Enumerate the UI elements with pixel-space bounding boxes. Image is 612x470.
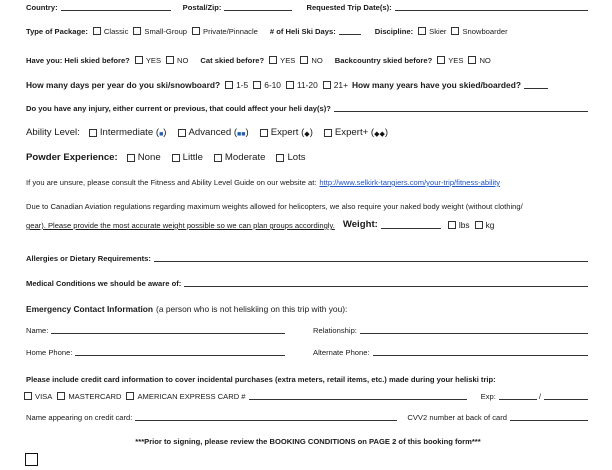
- emergency-name-row: [26, 325, 590, 335]
- weight-lbs-checkbox[interactable]: [448, 221, 456, 229]
- card-amex-checkbox[interactable]: [126, 392, 134, 400]
- package-small-group-checkbox[interactable]: [133, 27, 141, 35]
- emergency-relationship-label: Relationship:: [313, 326, 357, 335]
- weight-note-row-2: [26, 219, 590, 230]
- powder-row: [26, 152, 590, 163]
- discipline-skier-checkbox[interactable]: [418, 27, 426, 35]
- card-mastercard-label: MASTERCARD: [68, 392, 122, 401]
- alt-phone-field[interactable]: [373, 347, 588, 356]
- card-name-field[interactable]: [135, 412, 397, 421]
- card-visa-checkbox[interactable]: [24, 392, 32, 400]
- days-21-plus-label: 21+: [333, 80, 348, 90]
- ability-expert-plus-label: Expert+ (: [334, 127, 375, 138]
- weight-note-row-1: [26, 202, 590, 211]
- days-11-20-label: 11-20: [296, 80, 318, 90]
- heli-before-label: Have you: Heli skied before?: [26, 56, 130, 65]
- location-row: [26, 2, 590, 12]
- medical-row: [26, 278, 590, 288]
- powder-none-checkbox[interactable]: [127, 154, 135, 162]
- card-intro-text: Please include credit card information to cover incidental purchases (extra meters, retail items, etc.) made during your heliski trip:: [26, 375, 496, 384]
- card-number-field[interactable]: [249, 391, 467, 400]
- ability-intermediate-label: Intermediate (: [99, 127, 160, 138]
- fitness-guide-link[interactable]: http://www.selkirk-tangiers.com/your-trip/fitness-ability: [319, 178, 501, 187]
- booking-conditions-note: ***Prior to signing, please review the BOOKING CONDITIONS on PAGE 2 of this booking form***: [135, 437, 481, 446]
- weight-field[interactable]: [381, 220, 441, 229]
- card-number-label: AMERICAN EXPRESS CARD #: [137, 392, 246, 401]
- history-row: [26, 56, 590, 65]
- ski-days-label: # of Heli Ski Days:: [269, 27, 336, 36]
- backcountry-no-label: NO: [479, 56, 491, 65]
- powder-lots-checkbox[interactable]: [276, 154, 284, 162]
- cat-yes-checkbox[interactable]: [269, 56, 277, 64]
- ability-row: [26, 127, 590, 138]
- home-phone-label: Home Phone:: [26, 348, 73, 357]
- emergency-note: (a person who is not heliskiing on this trip with you):: [156, 304, 348, 314]
- double-black-diamond-icon: ◆◆: [374, 131, 385, 138]
- years-label: How many years have you skied/boarded?: [351, 80, 521, 90]
- alt-phone-label: Alternate Phone:: [313, 348, 370, 357]
- emergency-heading-row: [26, 304, 590, 314]
- allergies-row: [26, 253, 590, 263]
- package-private-checkbox[interactable]: [192, 27, 200, 35]
- cat-before-label: Cat skied before?: [200, 56, 265, 65]
- injury-label: Do you have any injury, either current or previous, that could affect your heli day(s)?: [26, 104, 331, 113]
- heli-yes-label: YES: [145, 56, 162, 65]
- days-11-20-checkbox[interactable]: [286, 81, 294, 89]
- cat-yes-label: YES: [280, 56, 296, 65]
- guide-row: [26, 178, 590, 187]
- postal-field[interactable]: [224, 2, 292, 11]
- ability-expert-checkbox[interactable]: [260, 129, 268, 137]
- package-label: Type of Package:: [26, 27, 88, 36]
- card-exp-label: Exp:: [480, 392, 496, 401]
- weight-kg-checkbox[interactable]: [475, 221, 483, 229]
- card-exp-month-field[interactable]: [499, 391, 537, 400]
- ability-intermediate-close: ): [163, 127, 167, 138]
- weight-kg-label: kg: [485, 220, 495, 230]
- card-exp-year-field[interactable]: [544, 391, 588, 400]
- card-type-row: [24, 391, 590, 401]
- ability-expert-plus-close: ): [384, 127, 389, 138]
- backcountry-yes-checkbox[interactable]: [437, 56, 445, 64]
- powder-little-label: Little: [182, 152, 203, 163]
- ability-expert-label: Expert (: [270, 127, 305, 138]
- weight-note-line-2: gear). Please provide the most accurate weight possible so we can plan groups accordingly.: [26, 221, 335, 230]
- allergies-field[interactable]: [154, 253, 588, 262]
- trip-dates-label: Requested Trip Date(s):: [306, 3, 392, 12]
- discipline-skier-label: Skier: [429, 27, 447, 36]
- home-phone-field[interactable]: [75, 347, 285, 356]
- ability-advanced-close: ): [245, 127, 249, 138]
- card-mastercard-checkbox[interactable]: [57, 392, 65, 400]
- black-diamond-icon: ◆: [304, 131, 310, 138]
- package-private-label: Private/Pinnacle: [203, 27, 258, 36]
- home-phone-group: [26, 347, 313, 357]
- emergency-title: Emergency Contact Information: [26, 304, 154, 314]
- blue-square-icon: ■: [159, 131, 164, 138]
- powder-lots-label: Lots: [287, 152, 306, 163]
- days-per-year-label: How many days per year do you ski/snowboard?: [26, 80, 221, 90]
- ability-expert-plus-checkbox[interactable]: [324, 129, 332, 137]
- days-1-5-label: 1-5: [236, 80, 249, 90]
- double-blue-square-icon: ■■: [237, 131, 246, 138]
- ability-intermediate-checkbox[interactable]: [89, 129, 97, 137]
- weight-lbs-label: lbs: [458, 220, 470, 230]
- emergency-name-label: Name:: [26, 326, 49, 335]
- heli-yes-checkbox[interactable]: [135, 56, 143, 64]
- backcountry-yes-label: YES: [448, 56, 464, 65]
- heli-no-checkbox[interactable]: [166, 56, 174, 64]
- guide-text: If you are unsure, please consult the Fitness and Ability Level Guide on our website at:: [26, 178, 317, 187]
- card-name-row: [26, 412, 590, 422]
- days-row: [26, 80, 590, 90]
- ability-advanced-label: Advanced (: [188, 127, 238, 138]
- emergency-phone-row: [26, 347, 590, 357]
- package-classic-label: Classic: [103, 27, 129, 36]
- postal-label: Postal/Zip:: [182, 3, 222, 12]
- country-field[interactable]: [61, 2, 171, 11]
- discipline-snowboarder-checkbox[interactable]: [451, 27, 459, 35]
- card-exp-separator: /: [538, 392, 541, 401]
- days-1-5-checkbox[interactable]: [225, 81, 233, 89]
- discipline-label: Discipline:: [374, 27, 414, 36]
- card-visa-label: VISA: [35, 392, 53, 401]
- years-field[interactable]: [524, 80, 548, 89]
- footer-row: [26, 437, 590, 446]
- country-label: Country:: [26, 3, 58, 12]
- trip-dates-field[interactable]: [395, 2, 588, 11]
- heli-no-label: NO: [177, 56, 189, 65]
- weight-label: Weight:: [342, 219, 378, 230]
- powder-label: Powder Experience:: [26, 152, 118, 163]
- powder-little-checkbox[interactable]: [172, 154, 180, 162]
- days-6-10-label: 6-10: [264, 80, 281, 90]
- emergency-name-field[interactable]: [51, 325, 285, 334]
- emergency-relationship-group: [313, 325, 590, 335]
- days-6-10-checkbox[interactable]: [253, 81, 261, 89]
- ski-days-field[interactable]: [339, 26, 361, 35]
- acknowledgement-checkbox-wrap: [25, 452, 38, 470]
- card-intro-row: [26, 375, 590, 384]
- powder-none-label: None: [137, 152, 161, 163]
- emergency-relationship-field[interactable]: [360, 325, 588, 334]
- card-cvv-field[interactable]: [510, 412, 588, 421]
- medical-field[interactable]: [184, 278, 588, 287]
- alt-phone-group: [313, 347, 590, 357]
- allergies-label: Allergies or Dietary Requirements:: [26, 254, 151, 263]
- injury-field[interactable]: [334, 103, 588, 112]
- package-row: [26, 26, 590, 36]
- package-classic-checkbox[interactable]: [93, 27, 101, 35]
- card-name-label: Name appearing on credit card:: [26, 413, 133, 422]
- backcountry-no-checkbox[interactable]: [468, 56, 476, 64]
- ability-label: Ability Level:: [26, 127, 80, 138]
- cat-no-checkbox[interactable]: [300, 56, 308, 64]
- ability-expert-close: ): [309, 127, 313, 138]
- weight-note-line-1: Due to Canadian Aviation regulations regarding maximum weights allowed for helicopters, we also require your naked body weight (without clothing/: [26, 202, 523, 211]
- cat-no-label: NO: [311, 56, 323, 65]
- card-cvv-label: CVV2 number at back of card: [407, 413, 507, 422]
- powder-moderate-label: Moderate: [224, 152, 266, 163]
- emergency-name-group: [26, 325, 313, 335]
- backcountry-before-label: Backcountry skied before?: [334, 56, 433, 65]
- discipline-snowboarder-label: Snowboarder: [462, 27, 508, 36]
- ability-advanced-checkbox[interactable]: [178, 129, 186, 137]
- injury-row: [26, 103, 590, 113]
- powder-moderate-checkbox[interactable]: [214, 154, 222, 162]
- days-21-plus-checkbox[interactable]: [323, 81, 331, 89]
- package-small-group-label: Small-Group: [144, 27, 188, 36]
- medical-label: Medical Conditions we should be aware of:: [26, 279, 182, 288]
